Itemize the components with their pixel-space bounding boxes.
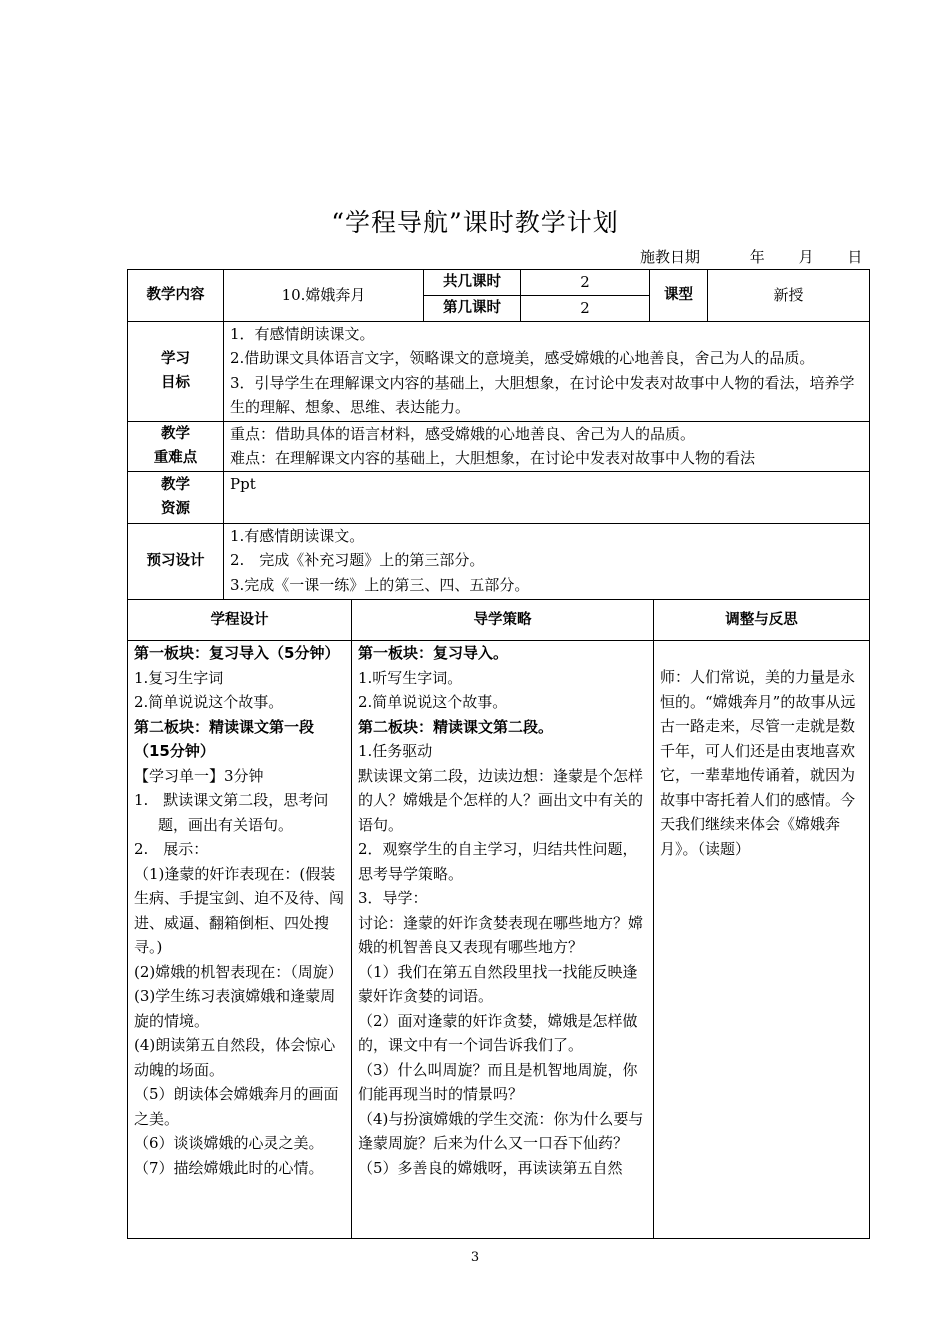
design-line: (2)嫦娥的机智表现在：（周旋）	[134, 962, 343, 981]
preview-line: 2. 完成《补充习题》上的第三部分。	[230, 551, 485, 569]
design-line: （1)逢蒙的奸诈表现在：(假装生病、手提宝剑、迫不及待、闯进、威逼、翻箱倒柜、四处搜寻。)	[134, 864, 345, 956]
total-periods-label: 共几课时	[424, 270, 521, 296]
key-point-line: 难点：在理解课文内容的基础上，大胆想象，在讨论中发表对故事中人物的看法	[230, 449, 756, 467]
key-point-line: 重点：借助具体的语言材料，感受嫦娥的心地善良、舍己为人的品质。	[230, 424, 696, 443]
goals-content	[224, 321, 870, 421]
total-periods-value: 2	[521, 270, 650, 296]
design-line: 1. 默读课文第二段，思考问题，画出有关语句。	[134, 791, 329, 834]
col2-header: 导学策略	[352, 600, 654, 641]
strategy-line: 2．观察学生的自主学习，归结共性问题，思考导学策略。	[358, 840, 638, 883]
design-line: （6）谈谈嫦娥的心灵之美。	[134, 1134, 324, 1152]
goal-line: 3．引导学生在理解课文内容的基础上，大胆想象，在讨论中发表对故事中人物的看法，培养学生的理解、想象、思维、表达能力。	[230, 373, 855, 416]
page-title: “学程导航”课时教学计划	[331, 208, 619, 237]
date-day: 日	[847, 248, 863, 266]
design-line: 第二板块：精读课文第一段（15分钟）	[134, 717, 315, 760]
strategy-line: （1）我们在第五自然段里找一找能反映逢蒙奸诈贪婪的词语。	[358, 962, 638, 1005]
current-period-label: 第几课时	[424, 295, 521, 321]
col1-header: 学程设计	[128, 600, 352, 641]
key-points-content	[224, 421, 870, 471]
date-month: 月	[798, 248, 814, 266]
resources-label-line1: 教学	[161, 476, 190, 493]
col3-header: 调整与反思	[654, 600, 870, 641]
strategy-line: 1.任务驱动	[358, 742, 433, 760]
design-line: （7）描绘嫦娥此时的心情。	[134, 1158, 324, 1177]
goals-label-line2: 目标	[161, 375, 190, 391]
strategy-line: （2）面对逢蒙的奸诈贪婪，嫦娥是怎样做的，课文中有一个词告诉我们了。	[358, 1011, 638, 1054]
strategy-line: 默读课文第二段，边读边想：逢蒙是个怎样的人？嫦娥是个怎样的人？画出文中有关的语句。	[358, 766, 644, 834]
lesson-type-label: 课型	[650, 270, 708, 322]
preview-label: 预习设计	[128, 523, 224, 599]
current-period-value: 2	[521, 295, 650, 321]
goal-line: 2.借助课文具体语言文字，领略课文的意境美，感受嫦娥的心地善良，舍己为人的品质。	[230, 349, 815, 367]
resources-label	[128, 471, 224, 523]
date-label: 施教日期	[640, 248, 701, 266]
key-points-label	[128, 421, 224, 471]
preview-line: 3.完成《一课一练》上的第三、四、五部分。	[230, 575, 530, 594]
key-points-label-line2: 重难点	[153, 450, 198, 466]
lesson-type-value: 新授	[708, 270, 870, 322]
content-value: 10.嫦娥奔月	[224, 270, 424, 322]
guidance-strategy-cell	[352, 641, 654, 1239]
goals-label-line1: 学习	[161, 350, 190, 367]
goals-label	[128, 321, 224, 421]
date-year: 年	[749, 248, 765, 266]
design-line: 2.简单说说这个故事。	[134, 693, 284, 711]
strategy-line: 讨论：逢蒙的奸诈贪婪表现在哪些地方？嫦娥的机智善良又表现有哪些地方？	[358, 913, 644, 956]
design-line: (3)学生练习表演嫦娥和逢蒙周旋的情境。	[134, 987, 336, 1030]
strategy-line: 第一板块：复习导入。	[358, 644, 509, 662]
design-line: (4)朗读第五自然段，体会惊心动魄的场面。	[134, 1036, 336, 1079]
lesson-flow-table	[127, 599, 870, 1239]
learning-design-cell	[128, 641, 352, 1239]
preview-line: 1.有感情朗读课文。	[230, 526, 365, 545]
content-label: 教学内容	[128, 270, 224, 322]
strategy-line: 3．导学：	[358, 889, 428, 907]
plan-header-table	[127, 269, 870, 600]
strategy-line: （3）什么叫周旋？而且是机智地周旋，你们能再现当时的情景吗？	[358, 1060, 638, 1103]
strategy-line: 1.听写生字词。	[358, 668, 463, 687]
page-number: 3	[470, 1250, 480, 1265]
goal-line: 1．有感情朗读课文。	[230, 324, 375, 343]
preview-content	[224, 523, 870, 599]
key-points-label-line1: 教学	[161, 425, 190, 442]
strategy-line: （5）多善良的嫦娥呀，再读读第五自然	[358, 1158, 623, 1177]
design-line: 第一板块：复习导入（5分钟）	[134, 644, 340, 662]
design-line: 2. 展示：	[134, 840, 209, 858]
teaching-date	[640, 246, 862, 267]
strategy-line: 2.简单说说这个故事。	[358, 693, 508, 711]
resources-content: Ppt	[224, 471, 870, 523]
strategy-line: 第二板块：精读课文第二段。	[358, 717, 554, 736]
strategy-line: （4)与扮演嫦娥的学生交流：你为什么要与逢蒙周旋？后来为什么又一口吞下仙药？	[358, 1109, 644, 1152]
design-line: 【学习单一】3分钟	[134, 766, 264, 785]
reflection-cell	[654, 641, 870, 1239]
design-line: （5）朗读体会嫦娥奔月的画面之美。	[134, 1085, 339, 1128]
resources-label-line2: 资源	[161, 501, 190, 517]
design-line: 1.复习生字词	[134, 668, 224, 687]
reflection-text: 师：人们常说，美的力量是永恒的。“嫦娥奔月”的故事从远古一路走来，尽管一走就是数千年，可人们还是由衷地喜欢它，一辈辈地传诵着，就因为故事中寄托着人们的感情。今天我们继续来体会《嫦娥奔月》。（读题）	[660, 668, 856, 858]
